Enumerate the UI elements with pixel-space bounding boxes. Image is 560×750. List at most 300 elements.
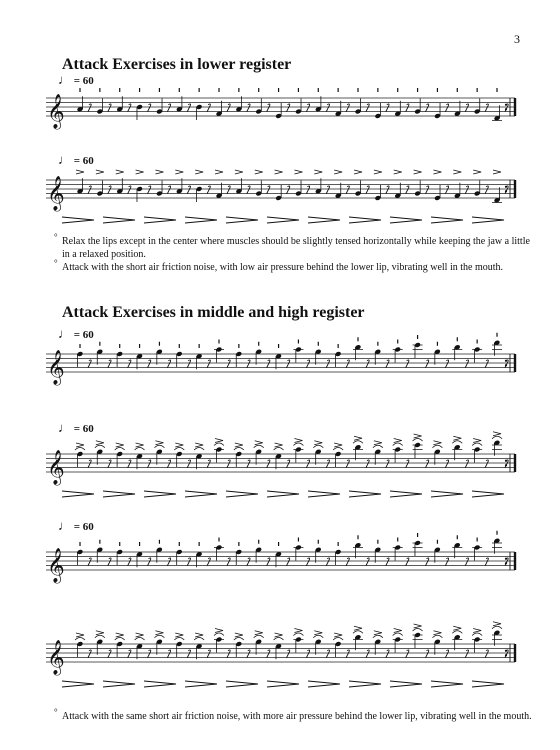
eighth-rest-icon bbox=[148, 186, 151, 194]
slur-mark bbox=[452, 441, 462, 444]
eighth-rest-icon bbox=[426, 104, 429, 112]
eighth-rest-icon bbox=[386, 460, 389, 468]
eighth-rest-icon bbox=[167, 104, 170, 112]
eighth-rest-icon bbox=[386, 104, 389, 112]
eighth-rest-icon bbox=[445, 360, 448, 368]
accent-mark bbox=[136, 633, 144, 637]
eighth-rest-icon bbox=[108, 460, 111, 468]
slur-mark bbox=[174, 448, 184, 451]
accent-mark bbox=[453, 626, 461, 630]
eighth-rest-icon bbox=[267, 104, 270, 112]
music-staff bbox=[0, 342, 560, 392]
eighth-rest-icon bbox=[406, 186, 409, 194]
slur-mark bbox=[274, 448, 284, 451]
slur-mark bbox=[413, 629, 423, 632]
decrescendo-hairpin bbox=[62, 491, 94, 497]
accent-mark bbox=[76, 170, 84, 174]
eighth-rest-icon bbox=[207, 186, 210, 194]
accent-mark bbox=[493, 432, 501, 436]
eighth-rest-icon bbox=[386, 360, 389, 368]
decrescendo-hairpin bbox=[185, 217, 217, 223]
eighth-rest-icon bbox=[326, 558, 329, 566]
eighth-rest-icon bbox=[287, 650, 290, 658]
instruction-marker: ° bbox=[54, 707, 58, 717]
eighth-rest-icon bbox=[485, 558, 488, 566]
eighth-rest-icon bbox=[207, 558, 210, 566]
decrescendo-hairpin bbox=[103, 491, 135, 497]
accent-mark bbox=[275, 443, 283, 447]
accent-mark bbox=[453, 170, 461, 174]
eighth-rest-icon bbox=[326, 460, 329, 468]
eighth-rest-icon bbox=[167, 186, 170, 194]
decrescendo-hairpin bbox=[267, 681, 299, 687]
eighth-rest-icon bbox=[287, 104, 290, 112]
slur-mark bbox=[432, 635, 442, 638]
accent-mark bbox=[433, 631, 441, 635]
eighth-rest-icon bbox=[326, 650, 329, 658]
accent-mark bbox=[314, 441, 322, 445]
eighth-rest-icon bbox=[267, 650, 270, 658]
accent-mark bbox=[414, 170, 422, 174]
eighth-rest-icon bbox=[247, 460, 250, 468]
decrescendo-hairpin bbox=[472, 217, 504, 223]
instruction-body: Attack with the short air friction noise, with low air pressure behind the lower lip, vibrating well in the mouth. bbox=[62, 262, 504, 273]
music-staff bbox=[0, 628, 560, 698]
eighth-rest-icon bbox=[227, 650, 230, 658]
slur-mark bbox=[115, 448, 125, 451]
slur-mark bbox=[492, 436, 502, 439]
eighth-rest-icon bbox=[326, 104, 329, 112]
eighth-rest-icon bbox=[287, 558, 290, 566]
eighth-rest-icon bbox=[306, 104, 309, 112]
slur-mark bbox=[115, 638, 125, 641]
decrescendo-hairpin bbox=[349, 491, 381, 497]
eighth-rest-icon bbox=[485, 460, 488, 468]
eighth-rest-icon bbox=[167, 360, 170, 368]
decrescendo-hairpin bbox=[308, 217, 340, 223]
tempo-marking bbox=[58, 518, 94, 534]
accent-mark bbox=[175, 170, 183, 174]
eighth-rest-icon bbox=[148, 104, 151, 112]
accent-mark bbox=[354, 170, 362, 174]
music-staff bbox=[0, 438, 560, 508]
accent-mark bbox=[334, 170, 342, 174]
eighth-rest-icon bbox=[386, 186, 389, 194]
accent-mark bbox=[96, 441, 104, 445]
eighth-rest-icon bbox=[207, 650, 210, 658]
eighth-rest-icon bbox=[426, 186, 429, 194]
eighth-rest-icon bbox=[346, 558, 349, 566]
eighth-rest-icon bbox=[167, 558, 170, 566]
instruction-marker: ° bbox=[54, 232, 58, 242]
decrescendo-hairpin bbox=[144, 681, 176, 687]
instruction-text bbox=[54, 258, 532, 274]
eighth-rest-icon bbox=[366, 558, 369, 566]
eighth-rest-icon bbox=[445, 650, 448, 658]
accent-mark bbox=[473, 439, 481, 443]
accent-mark bbox=[76, 633, 84, 637]
eighth-rest-icon bbox=[187, 104, 190, 112]
accent-mark bbox=[116, 443, 124, 447]
slur-mark bbox=[95, 445, 105, 448]
eighth-rest-icon bbox=[426, 558, 429, 566]
treble-clef-icon: 𝄞 bbox=[47, 548, 65, 583]
slur-mark bbox=[333, 638, 343, 641]
decrescendo-hairpin bbox=[472, 681, 504, 687]
accent-mark bbox=[215, 439, 223, 443]
slur-mark bbox=[413, 439, 423, 442]
instruction-body: Attack with the same short air friction noise, with more air pressure behind the lower lip, vibrating well in the mouth. bbox=[62, 711, 532, 722]
eighth-rest-icon bbox=[128, 186, 131, 194]
decrescendo-hairpin bbox=[103, 681, 135, 687]
accent-mark bbox=[155, 170, 163, 174]
accent-mark bbox=[175, 443, 183, 447]
eighth-rest-icon bbox=[187, 650, 190, 658]
decrescendo-hairpin bbox=[226, 681, 258, 687]
tempo-value: = 60 bbox=[73, 423, 94, 435]
accent-mark bbox=[195, 633, 203, 637]
accent-mark bbox=[294, 170, 302, 174]
eighth-rest-icon bbox=[207, 460, 210, 468]
accent-mark bbox=[473, 629, 481, 633]
accent-mark bbox=[195, 170, 203, 174]
slur-mark bbox=[373, 635, 383, 638]
slur-mark bbox=[214, 443, 224, 446]
eighth-rest-icon bbox=[187, 460, 190, 468]
slur-mark bbox=[95, 635, 105, 638]
accent-mark bbox=[116, 170, 124, 174]
section-title-lower-register: Attack Exercises in lower register bbox=[62, 56, 292, 73]
accent-mark bbox=[96, 631, 104, 635]
eighth-rest-icon bbox=[88, 650, 91, 658]
slur-mark bbox=[333, 448, 343, 451]
slur-mark bbox=[432, 445, 442, 448]
accent-mark bbox=[215, 629, 223, 633]
eighth-rest-icon bbox=[366, 650, 369, 658]
eighth-rest-icon bbox=[247, 558, 250, 566]
instruction-body: Relax the lips except in the center where muscles should be slightly tensed horizontally while keeping the jaw a little in a relaxed position. bbox=[62, 236, 530, 260]
eighth-rest-icon bbox=[148, 360, 151, 368]
eighth-rest-icon bbox=[465, 460, 468, 468]
accent-mark bbox=[334, 443, 342, 447]
slur-mark bbox=[135, 638, 145, 641]
eighth-rest-icon bbox=[485, 360, 488, 368]
eighth-rest-icon bbox=[88, 558, 91, 566]
quarter-note-icon: ♩ bbox=[58, 420, 71, 435]
tempo-value: = 60 bbox=[73, 155, 94, 167]
eighth-rest-icon bbox=[227, 360, 230, 368]
eighth-rest-icon bbox=[426, 460, 429, 468]
treble-clef-icon: 𝄞 bbox=[47, 94, 65, 129]
instruction-text bbox=[54, 707, 532, 723]
slur-mark bbox=[75, 638, 85, 641]
accent-mark bbox=[235, 443, 243, 447]
slur-mark bbox=[194, 638, 204, 641]
slur-mark bbox=[373, 445, 383, 448]
eighth-rest-icon bbox=[128, 360, 131, 368]
decrescendo-hairpin bbox=[349, 217, 381, 223]
accent-mark bbox=[155, 441, 163, 445]
treble-clef-icon: 𝄞 bbox=[47, 350, 65, 385]
eighth-rest-icon bbox=[207, 360, 210, 368]
accent-mark bbox=[493, 622, 501, 626]
slur-mark bbox=[194, 448, 204, 451]
accent-mark bbox=[374, 441, 382, 445]
decrescendo-hairpin bbox=[308, 681, 340, 687]
eighth-rest-icon bbox=[128, 460, 131, 468]
eighth-rest-icon bbox=[187, 186, 190, 194]
treble-clef-icon: 𝄞 bbox=[47, 450, 65, 485]
accent-mark bbox=[255, 170, 263, 174]
accent-mark bbox=[275, 170, 283, 174]
treble-clef-icon: 𝄞 bbox=[47, 640, 65, 675]
eighth-rest-icon bbox=[366, 186, 369, 194]
decrescendo-hairpin bbox=[390, 217, 422, 223]
accent-mark bbox=[414, 434, 422, 438]
accent-mark bbox=[314, 170, 322, 174]
section-title-middle-high-register: Attack Exercises in middle and high register bbox=[62, 304, 365, 321]
accent-mark bbox=[394, 439, 402, 443]
eighth-rest-icon bbox=[465, 650, 468, 658]
accent-mark bbox=[215, 170, 223, 174]
eighth-rest-icon bbox=[326, 186, 329, 194]
eighth-rest-icon bbox=[108, 104, 111, 112]
eighth-rest-icon bbox=[306, 360, 309, 368]
eighth-rest-icon bbox=[445, 186, 448, 194]
decrescendo-hairpin bbox=[226, 217, 258, 223]
accent-mark bbox=[414, 624, 422, 628]
decrescendo-hairpin bbox=[103, 217, 135, 223]
eighth-rest-icon bbox=[227, 460, 230, 468]
slur-mark bbox=[293, 633, 303, 636]
decrescendo-hairpin bbox=[62, 681, 94, 687]
eighth-rest-icon bbox=[346, 104, 349, 112]
eighth-rest-icon bbox=[406, 104, 409, 112]
decrescendo-hairpin bbox=[431, 491, 463, 497]
eighth-rest-icon bbox=[445, 460, 448, 468]
eighth-rest-icon bbox=[108, 186, 111, 194]
eighth-rest-icon bbox=[386, 558, 389, 566]
accent-mark bbox=[116, 633, 124, 637]
eighth-rest-icon bbox=[247, 186, 250, 194]
slur-mark bbox=[353, 631, 363, 634]
eighth-rest-icon bbox=[366, 460, 369, 468]
eighth-rest-icon bbox=[465, 558, 468, 566]
slur-mark bbox=[472, 443, 482, 446]
accent-mark bbox=[96, 170, 104, 174]
eighth-rest-icon bbox=[346, 360, 349, 368]
slur-mark bbox=[174, 638, 184, 641]
decrescendo-hairpin bbox=[431, 681, 463, 687]
eighth-rest-icon bbox=[187, 360, 190, 368]
music-staff bbox=[0, 540, 560, 590]
eighth-rest-icon bbox=[346, 460, 349, 468]
eighth-rest-icon bbox=[148, 650, 151, 658]
eighth-rest-icon bbox=[465, 360, 468, 368]
slur-mark bbox=[234, 638, 244, 641]
decrescendo-hairpin bbox=[62, 217, 94, 223]
eighth-rest-icon bbox=[426, 650, 429, 658]
eighth-rest-icon bbox=[247, 360, 250, 368]
slur-mark bbox=[234, 448, 244, 451]
decrescendo-hairpin bbox=[144, 491, 176, 497]
eighth-rest-icon bbox=[128, 558, 131, 566]
slur-mark bbox=[75, 448, 85, 451]
slur-mark bbox=[353, 441, 363, 444]
eighth-rest-icon bbox=[326, 360, 329, 368]
eighth-rest-icon bbox=[128, 104, 131, 112]
tempo-marking bbox=[58, 326, 94, 342]
accent-mark bbox=[136, 170, 144, 174]
eighth-rest-icon bbox=[366, 104, 369, 112]
eighth-rest-icon bbox=[247, 104, 250, 112]
eighth-rest-icon bbox=[406, 460, 409, 468]
eighth-rest-icon bbox=[485, 104, 488, 112]
eighth-rest-icon bbox=[287, 186, 290, 194]
slur-mark bbox=[313, 635, 323, 638]
slur-mark bbox=[214, 633, 224, 636]
eighth-rest-icon bbox=[128, 650, 131, 658]
eighth-rest-icon bbox=[306, 650, 309, 658]
eighth-rest-icon bbox=[227, 186, 230, 194]
slur-mark bbox=[313, 445, 323, 448]
tempo-value: = 60 bbox=[73, 521, 94, 533]
decrescendo-hairpin bbox=[390, 681, 422, 687]
eighth-rest-icon bbox=[287, 360, 290, 368]
accent-mark bbox=[275, 633, 283, 637]
accent-mark bbox=[473, 170, 481, 174]
eighth-rest-icon bbox=[187, 558, 190, 566]
slur-mark bbox=[452, 631, 462, 634]
eighth-rest-icon bbox=[306, 558, 309, 566]
decrescendo-hairpin bbox=[267, 491, 299, 497]
accent-mark bbox=[76, 443, 84, 447]
accent-mark bbox=[195, 443, 203, 447]
eighth-rest-icon bbox=[267, 460, 270, 468]
accent-mark bbox=[235, 633, 243, 637]
eighth-rest-icon bbox=[108, 360, 111, 368]
eighth-rest-icon bbox=[386, 650, 389, 658]
slur-mark bbox=[472, 633, 482, 636]
slur-mark bbox=[393, 633, 403, 636]
eighth-rest-icon bbox=[267, 360, 270, 368]
eighth-rest-icon bbox=[207, 104, 210, 112]
eighth-rest-icon bbox=[485, 650, 488, 658]
eighth-rest-icon bbox=[88, 104, 91, 112]
decrescendo-hairpin bbox=[185, 681, 217, 687]
eighth-rest-icon bbox=[148, 558, 151, 566]
eighth-rest-icon bbox=[287, 460, 290, 468]
eighth-rest-icon bbox=[88, 460, 91, 468]
slur-mark bbox=[254, 445, 264, 448]
slur-mark bbox=[274, 638, 284, 641]
eighth-rest-icon bbox=[485, 186, 488, 194]
quarter-note-icon: ♩ bbox=[58, 72, 71, 87]
accent-mark bbox=[255, 631, 263, 635]
music-staff bbox=[0, 86, 560, 136]
eighth-rest-icon bbox=[108, 558, 111, 566]
tempo-value: = 60 bbox=[73, 329, 94, 341]
eighth-rest-icon bbox=[227, 558, 230, 566]
accent-mark bbox=[493, 170, 501, 174]
quarter-note-icon: ♩ bbox=[58, 152, 71, 167]
accent-mark bbox=[235, 170, 243, 174]
accent-mark bbox=[453, 436, 461, 440]
accent-mark bbox=[354, 436, 362, 440]
eighth-rest-icon bbox=[267, 186, 270, 194]
accent-mark bbox=[314, 631, 322, 635]
eighth-rest-icon bbox=[267, 558, 270, 566]
treble-clef-icon: 𝄞 bbox=[47, 176, 65, 211]
slur-mark bbox=[254, 635, 264, 638]
accent-mark bbox=[334, 633, 342, 637]
eighth-rest-icon bbox=[88, 186, 91, 194]
decrescendo-hairpin bbox=[144, 217, 176, 223]
eighth-rest-icon bbox=[406, 360, 409, 368]
instruction-text bbox=[54, 232, 532, 261]
decrescendo-hairpin bbox=[185, 491, 217, 497]
accent-mark bbox=[155, 631, 163, 635]
eighth-rest-icon bbox=[366, 360, 369, 368]
slur-mark bbox=[154, 445, 164, 448]
quarter-note-icon: ♩ bbox=[58, 518, 71, 533]
eighth-rest-icon bbox=[406, 650, 409, 658]
accent-mark bbox=[175, 633, 183, 637]
eighth-rest-icon bbox=[88, 360, 91, 368]
slur-mark bbox=[135, 448, 145, 451]
tempo-value: = 60 bbox=[73, 75, 94, 87]
eighth-rest-icon bbox=[406, 558, 409, 566]
eighth-rest-icon bbox=[306, 460, 309, 468]
decrescendo-hairpin bbox=[349, 681, 381, 687]
tempo-marking bbox=[58, 420, 94, 436]
accent-mark bbox=[394, 629, 402, 633]
eighth-rest-icon bbox=[108, 650, 111, 658]
accent-mark bbox=[374, 170, 382, 174]
accent-mark bbox=[433, 441, 441, 445]
decrescendo-hairpin bbox=[390, 491, 422, 497]
eighth-rest-icon bbox=[148, 460, 151, 468]
decrescendo-hairpin bbox=[431, 217, 463, 223]
eighth-rest-icon bbox=[346, 650, 349, 658]
eighth-rest-icon bbox=[227, 104, 230, 112]
slur-mark bbox=[492, 626, 502, 629]
accent-mark bbox=[294, 629, 302, 633]
eighth-rest-icon bbox=[445, 558, 448, 566]
music-staff bbox=[0, 164, 560, 224]
page-number: 3 bbox=[514, 32, 520, 46]
accent-mark bbox=[433, 170, 441, 174]
accent-mark bbox=[255, 441, 263, 445]
slur-mark bbox=[293, 443, 303, 446]
eighth-rest-icon bbox=[167, 650, 170, 658]
accent-mark bbox=[354, 626, 362, 630]
eighth-rest-icon bbox=[465, 186, 468, 194]
accent-mark bbox=[374, 631, 382, 635]
eighth-rest-icon bbox=[247, 650, 250, 658]
accent-mark bbox=[294, 439, 302, 443]
decrescendo-hairpin bbox=[308, 491, 340, 497]
eighth-rest-icon bbox=[426, 360, 429, 368]
accent-mark bbox=[136, 443, 144, 447]
quarter-note-icon: ♩ bbox=[58, 326, 71, 341]
decrescendo-hairpin bbox=[267, 217, 299, 223]
eighth-rest-icon bbox=[306, 186, 309, 194]
decrescendo-hairpin bbox=[226, 491, 258, 497]
eighth-rest-icon bbox=[167, 460, 170, 468]
decrescendo-hairpin bbox=[472, 491, 504, 497]
eighth-rest-icon bbox=[465, 104, 468, 112]
